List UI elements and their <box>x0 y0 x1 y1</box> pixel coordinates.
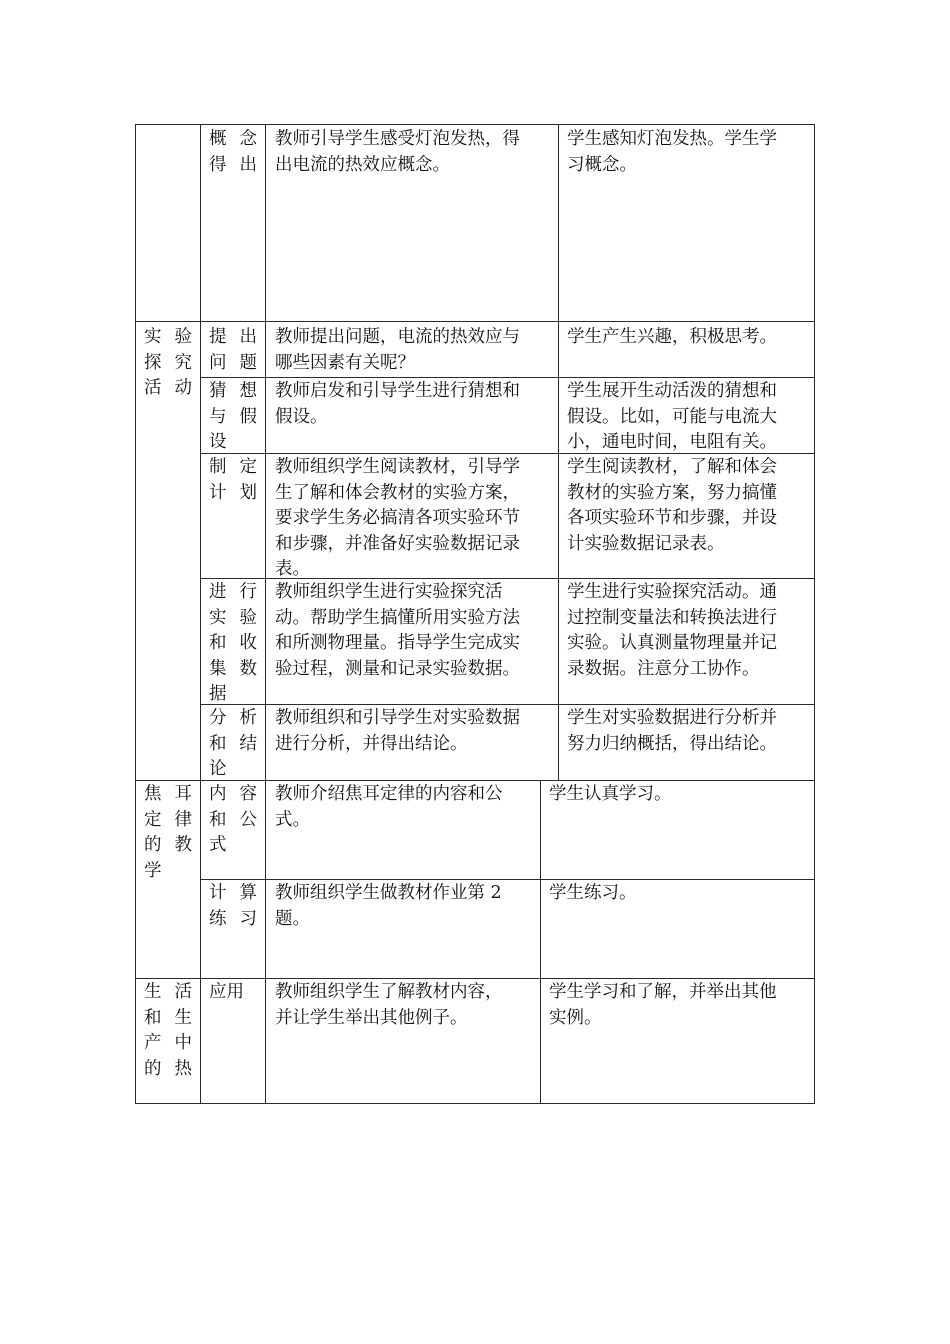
step-label: 概念 得出 <box>209 129 270 175</box>
section-label: 实验 探究 活动 <box>144 327 205 398</box>
step-label: 进行 实验 和收 集数 据 <box>209 582 270 704</box>
student-activity: 学生展开生动活泼的猜想和 假设。比如，可能与电流大 小，通电时间，电阻有关。 <box>567 381 777 452</box>
student-activity: 学生学习和了解，并举出其他 实例。 <box>549 982 777 1028</box>
teacher-activity: 教师启发和引导学生进行猜想和 假设。 <box>275 381 520 427</box>
section-label: 焦耳 定律 的教 学 <box>144 784 205 881</box>
student-activity: 学生阅读教材，了解和体会 教材的实验方案，努力搞懂 各项实验环节和步骤，并设 计实验数据记录表。 <box>567 457 777 554</box>
step-label: 分析 和结 论 <box>209 708 270 779</box>
teacher-activity: 教师提出问题，电流的热效应与 哪些因素有关呢？ <box>275 327 520 373</box>
student-activity: 学生对实验数据进行分析并 努力归纳概括，得出结论。 <box>567 708 777 754</box>
step-label: 计算 练习 <box>209 883 270 929</box>
section-label: 生活 和生 产中 的热 <box>144 982 205 1079</box>
student-activity: 学生感知灯泡发热。学生学 习概念。 <box>567 129 777 175</box>
teacher-activity: 教师组织学生阅读教材，引导学 生了解和体会教材的实验方案， 要求学生务必搞清各项实验环节 和步骤，并准备好实验数据记录 表。 <box>275 457 520 579</box>
teacher-activity: 教师组织学生了解教材内容， 并让学生举出其他例子。 <box>275 982 503 1028</box>
teacher-activity: 教师介绍焦耳定律的内容和公 式。 <box>275 784 503 830</box>
step-label: 制定 计划 <box>209 457 270 503</box>
step-label: 应用 <box>209 982 244 1002</box>
student-activity: 学生认真学习。 <box>549 784 672 804</box>
student-activity: 学生进行实验探究活动。通 过控制变量法和转换法进行 实验。认真测量物理量并记 录数据。注意分工协作。 <box>567 582 777 679</box>
student-activity: 学生练习。 <box>549 883 637 903</box>
step-label: 猜想 与假 设 <box>209 381 270 452</box>
student-activity: 学生产生兴趣，积极思考。 <box>567 327 777 347</box>
step-label: 内容 和公 式 <box>209 784 270 855</box>
teacher-activity: 教师组织学生进行实验探究活 动。帮助学生搞懂所用实验方法 和所测物理量。指导学生完成实 验过程，测量和记录实验数据。 <box>275 582 520 679</box>
step-label: 提出 问题 <box>209 327 270 373</box>
teacher-activity: 教师引导学生感受灯泡发热，得 出电流的热效应概念。 <box>275 129 520 175</box>
teacher-activity: 教师组织和引导学生对实验数据 进行分析，并得出结论。 <box>275 708 520 754</box>
teacher-activity: 教师组织学生做教材作业第 2 题。 <box>275 883 502 929</box>
